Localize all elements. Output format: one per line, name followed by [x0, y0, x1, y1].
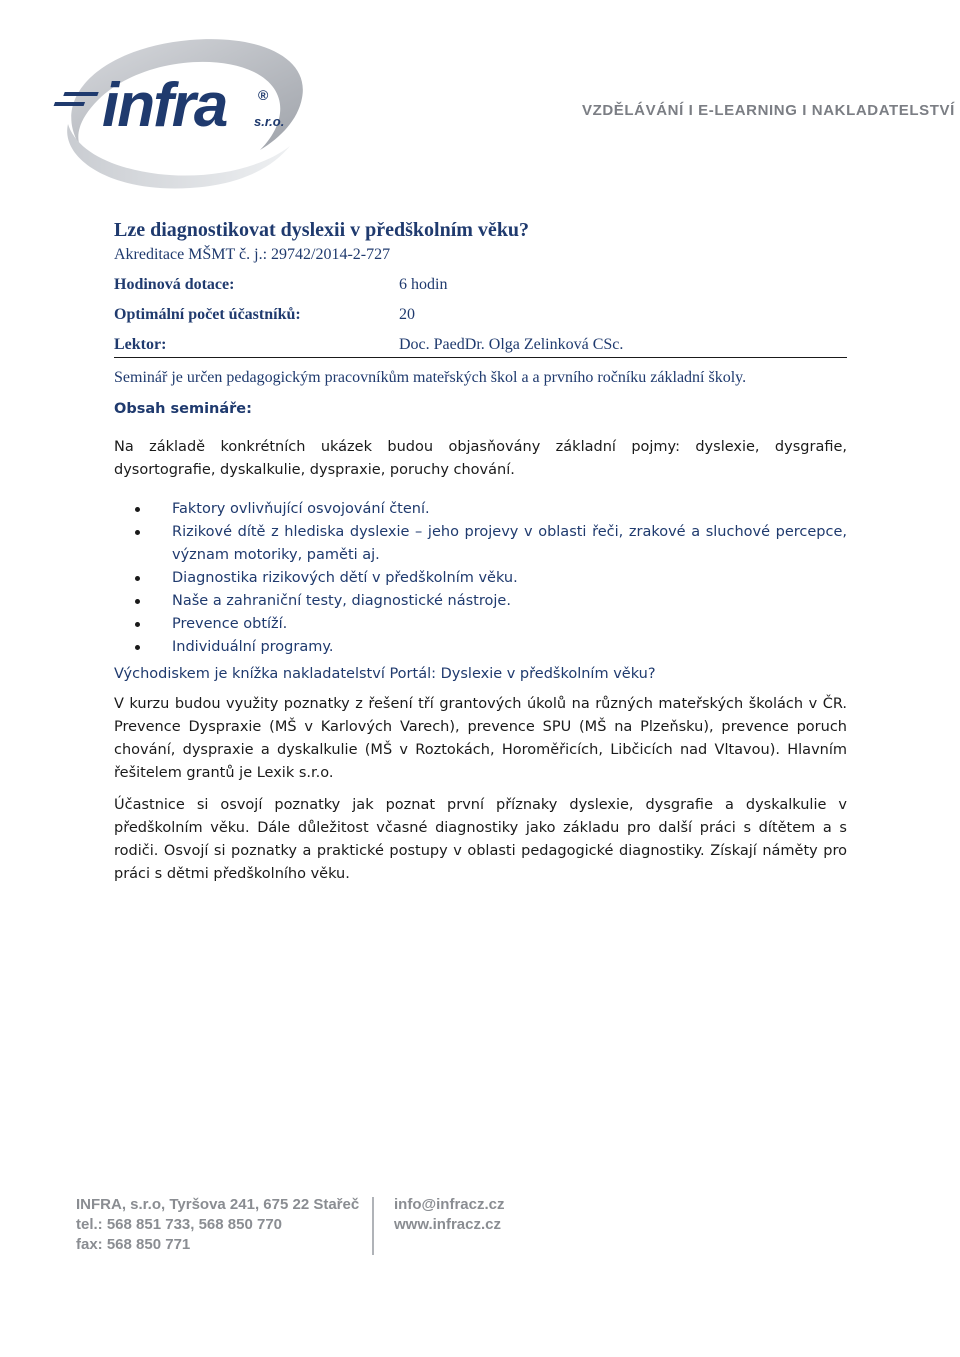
list-item — [114, 590, 847, 613]
infra-logo — [40, 28, 320, 198]
footer-web[interactable]: www.infracz.cz — [394, 1216, 501, 1233]
participants-value: 20 — [399, 306, 415, 323]
logo-registered-mark: ® — [258, 87, 269, 103]
course-title: Lze diagnostikovat dyslexii v předškolním věku? — [114, 219, 530, 241]
topic-text: Rizikové dítě z hlediska dyslexie – jeho projevy v oblasti řeči, zrakové a sluchové percepce, význam motoriky, paměti aj. — [172, 524, 847, 563]
list-item — [114, 521, 847, 567]
section-divider — [114, 357, 847, 358]
bullet-icon — [135, 599, 140, 604]
topic-text: Naše a zahraniční testy, diagnostické nástroje. — [172, 593, 511, 609]
grants-paragraph: V kurzu budou využity poznatky z řešení tří grantových úkolů na různých mateřských školách v ČR. Prevence Dyspraxie (MŠ v Karlových Varech), prevence SPU (MŠ na Plzeňsku), prevence poruch chování, dyspraxie a dyskalkulie (MŠ v Roztokách, Horoměřicích, Libčicích nad Vltavou). Hlavním řešitelem grantů je Lexik s.r.o. — [114, 696, 847, 781]
contents-intro: Na základě konkrétních ukázek budou objasňovány základní pojmy: dyslexie, dysgrafie, dysortografie, dyskalkulie, dyspraxie, poruchy chování. — [114, 439, 847, 478]
infra-logo-graphic — [40, 28, 320, 198]
company-tagline: VZDĚLÁVÁNÍ I E-LEARNING I NAKLADATELSTVÍ — [582, 102, 955, 119]
participants-label: Optimální počet účastníků: — [114, 306, 301, 323]
course-content — [114, 218, 847, 886]
outcomes-paragraph: Účastnice si osvojí poznatky jak poznat první příznaky dyslexie, dysgrafie a dyskalkulie v předškolním věku. Dále důležitost včasné diagnostiky jako základu pro další práci s dítětem a s rodiči. Osvojí si poznatky a praktické postupy v oblasti pedagogické diagnostiky. Získají náměty pro práci s dětmi předškolního věku. — [114, 797, 847, 882]
footer-online-block — [394, 1195, 554, 1235]
topic-text: Faktory ovlivňující osvojování čtení. — [172, 501, 430, 517]
topic-text: Prevence obtíží. — [172, 616, 288, 632]
page-header — [0, 0, 960, 200]
bullet-icon — [135, 622, 140, 627]
list-item — [114, 636, 847, 659]
bullet-icon — [135, 530, 140, 535]
logo-suffix: s.r.o. — [254, 114, 285, 129]
page-footer — [76, 1195, 536, 1259]
hours-value: 6 hodin — [399, 276, 448, 293]
hours-label: Hodinová dotace: — [114, 276, 235, 293]
footer-phone: tel.: 568 851 733, 568 850 770 — [76, 1216, 283, 1233]
list-item — [114, 613, 847, 636]
contents-heading: Obsah semináře: — [114, 401, 252, 417]
lecturer-row — [114, 335, 847, 355]
bullet-icon — [135, 645, 140, 650]
footer-fax: fax: 568 850 771 — [76, 1236, 191, 1253]
topic-text: Individuální programy. — [172, 639, 334, 655]
participants-row — [114, 305, 847, 325]
accreditation-number: Akreditace MŠMT č. j.: 29742/2014-2-727 — [114, 246, 391, 263]
footer-contact-block — [76, 1195, 376, 1255]
footer-email[interactable]: info@infracz.cz — [394, 1196, 505, 1213]
list-item — [114, 567, 847, 590]
list-item — [114, 498, 847, 521]
lecturer-label: Lektor: — [114, 336, 167, 353]
hours-row — [114, 275, 847, 295]
target-audience: Seminář je určen pedagogickým pracovníkům mateřských škol a a prvního ročníku základní školy. — [114, 369, 747, 386]
lecturer-value: Doc. PaedDr. Olga Zelinková CSc. — [399, 336, 624, 353]
footer-address: INFRA, s.r.o, Tyršova 241, 675 22 Stařeč — [76, 1196, 360, 1213]
logo-wordmark: infra — [102, 71, 227, 140]
footer-divider — [372, 1197, 374, 1255]
bullet-icon — [135, 576, 140, 581]
bullet-icon — [135, 507, 140, 512]
topic-list — [114, 498, 847, 659]
source-book: Východiskem je knížka nakladatelství Portál: Dyslexie v předškolním věku? — [114, 666, 656, 682]
topic-text: Diagnostika rizikových dětí v předškolním věku. — [172, 570, 518, 586]
